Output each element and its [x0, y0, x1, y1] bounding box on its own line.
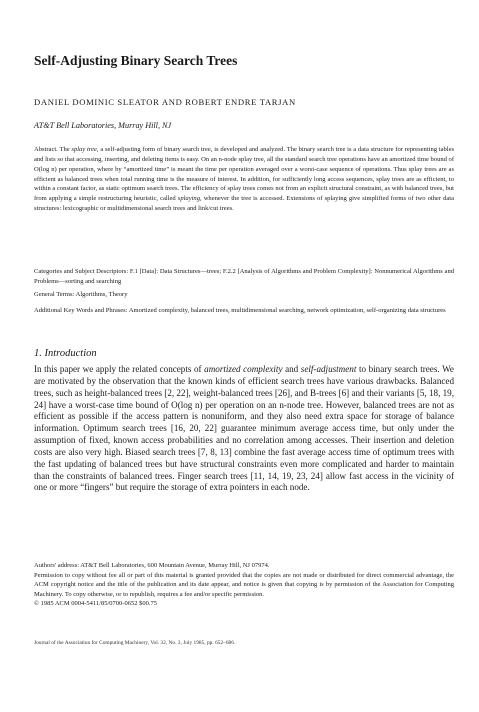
abstract-label: Abstract. — [34, 146, 58, 153]
intro-text: to binary search trees. We are motivated by the observation that the known kinds of efficient search trees have various drawbacks. Balanced trees, such as height-balanced trees [2, 22], weight-balanced trees [26], and B-trees [6] and their variants [5, 18, 19, 24] have a worst-case time bound of O(log n) per operation on an n-node tree. However, balanced trees are not as efficient as possible if the access pattern is nonuniform, and they also need extra space for storage of balance information. Optimum search trees [16, 20, 22] guarantee minimum average access time, but only under the assumption of fixed, known access probabilities and no correlation among accesses. Their insertion and deletion costs are also very high. Biased search trees [7, 8, 13] combine the fast average access time of optimum trees with the fast updating of balanced trees but have structural constraints even more complicated and harder to maintain than the constraints of balanced trees. Finger search trees [11, 14, 19, 23, 24] allow fast access in the vicinity of one or more “fingers” but require the storage of extra pointers in each node. — [34, 364, 454, 493]
abstract-text: The — [59, 146, 70, 153]
copyright-line: © 1985 ACM 0004-5411/85/0700-0652 $00.75 — [34, 600, 157, 608]
intro-emphasis: self-adjustment — [300, 364, 357, 374]
abstract — [34, 145, 454, 214]
paper-title: Self-Adjusting Binary Search Trees — [34, 53, 238, 68]
permission-notice: Permission to copy without fee all or part of this material is granted provided that the copies are not made or distributed for direct commercial advantage, the ACM copyright notice and the title of the publication and its date appear, and notice is given that copying is by permission of the Association for Computing Machinery. To copy otherwise, or to republish, requires a fee and/or specific permission. — [34, 571, 454, 598]
footnote — [34, 561, 454, 609]
intro-emphasis: amortized complexity — [204, 364, 283, 374]
abstract-emphasis: splay tree, — [71, 146, 99, 153]
abstract-emphasis: splaying, — [177, 195, 202, 203]
authors-address: Authors' address: AT&T Bell Laboratories, 600 Mountain Avenue, Murray Hill, NJ 07974. — [34, 562, 270, 569]
abstract-text: whenever the tree is accessed. Extensions of splaying give simplified forms of two other data structures: lexicographic or multidimensional search trees and link/cut trees. — [34, 195, 454, 213]
intro-text: and — [285, 364, 299, 374]
subject-descriptors: Categories and Subject Descriptors: F.1 [Data]: Data Structures—trees; F.2.2 [Analysis of Algorithms and Problem Complexity]: Nonnumerical Algorithms and Problems—sorting and searching — [34, 268, 454, 285]
author-affiliation: AT&T Bell Laboratories, Murray Hill, NJ — [34, 121, 172, 130]
introduction-paragraph — [34, 364, 454, 494]
abstract-text: a self-adjusting form of binary search tree, is developed and analyzed. The binary search tree is a data structure for representing tables and lists so that accessing, inserting, and deleting items is easy. On an n-node splay tree, all the standard search tree operations have an amortized time bound of O(log n) per operation, where by “amortized time” is meant the time per operation averaged over a worst-case sequence of operations. Thus splay trees are as efficient as balanced trees when total running time is the measure of interest. In addition, for sufficiently long access sequences, splay trees are as efficient, to within a constant factor, as static optimum search trees. The efficiency of splay trees comes not from an explicit structural constraint, as with balanced trees, but from applying a simple restructuring heuristic, called — [34, 146, 455, 203]
author-names: DANIEL DOMINIC SLEATOR AND ROBERT ENDRE TARJAN — [34, 97, 296, 107]
key-words: Additional Key Words and Phrases: Amortized complexity, balanced trees, multidimensional searching, network optimization, self-organizing data structures — [34, 307, 446, 314]
section-heading: 1. Introduction — [34, 348, 97, 359]
intro-text: In this paper we apply the related concepts of — [34, 364, 202, 374]
general-terms: General Terms: Algorithms, Theory — [34, 291, 128, 298]
journal-reference: Journal of the Association for Computing Machinery, Vol. 32, No. 3, July 1985, pp. 652–686. — [34, 640, 236, 646]
